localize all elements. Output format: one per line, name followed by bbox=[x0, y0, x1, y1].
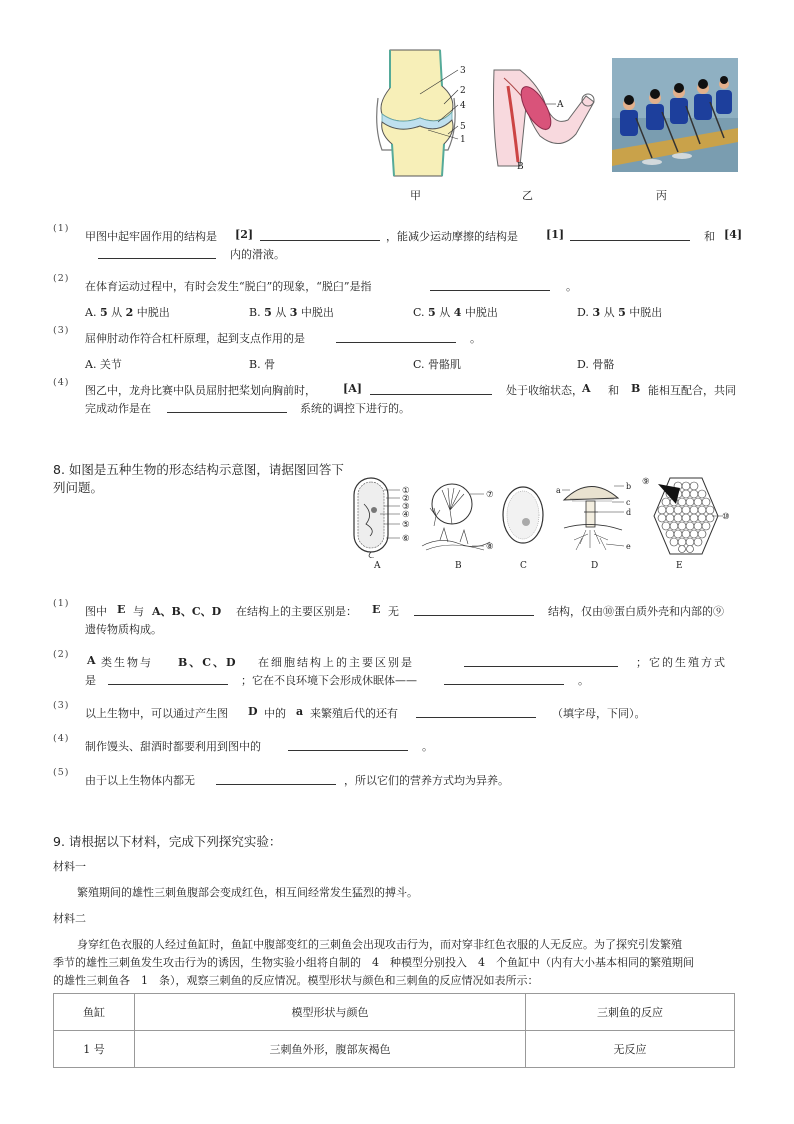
q8-p2-text-c: ；它的生殖方式 bbox=[636, 656, 727, 669]
arm-label-a: A bbox=[557, 100, 564, 110]
q8-p5-blank[interactable] bbox=[216, 784, 336, 785]
knee-number-1: 1 bbox=[460, 135, 466, 145]
q8-p1-abcd: A、B、C、D bbox=[152, 605, 222, 618]
fig-label-d: d bbox=[626, 508, 632, 517]
q8-heading-line1: 8. 如图是五种生物的形态结构示意图，请据图回答下 bbox=[53, 462, 344, 477]
q8-p3-text-a: 以上生物中，可以通过产生图 bbox=[85, 707, 228, 720]
q8-p2-blank-2[interactable] bbox=[108, 684, 228, 685]
q8-p2-blank-3[interactable] bbox=[444, 684, 564, 685]
fig-label-1: ① bbox=[402, 486, 410, 496]
q7-p1-blank-2[interactable] bbox=[570, 240, 690, 241]
caption-yi: 乙 bbox=[522, 189, 533, 202]
table-cell-tank: 1 号 bbox=[54, 1031, 135, 1068]
knee-number-2: 2 bbox=[460, 86, 466, 96]
q9-material-2-line3: 的雄性三刺鱼各 1 条），观察三刺鱼的反应情况。模型形状与颜色和三刺鱼的反应情况如表所示： bbox=[53, 974, 539, 987]
q7-p4-text-b: 处于收缩状态， bbox=[506, 384, 583, 397]
q8-p1-e2: E bbox=[372, 603, 381, 616]
organism-d-mushroom bbox=[556, 476, 636, 556]
q9-material-1-text: 繁殖期间的雄性三刺鱼腹部会变成红色，相互间经常发生猛烈的搏斗。 bbox=[77, 886, 418, 899]
q7-p4-and: 和 bbox=[608, 384, 619, 397]
organism-e-virus bbox=[640, 474, 740, 558]
q7-p2-option-d[interactable]: D. 3 从 5 中脱出 bbox=[577, 306, 663, 319]
fig-label-b: b bbox=[626, 482, 632, 491]
q8-p1-blank[interactable] bbox=[414, 615, 534, 616]
q8-p2-bcd: B、C、D bbox=[178, 656, 238, 669]
q8-p2-line2-c: 。 bbox=[578, 674, 589, 687]
q9-material-2-line1: 身穿红色衣服的人经过鱼缸时，鱼缸中腹部变红的三刺鱼会出现攻击行为，而对穿非红色衣服的人无反应。为了探究引发繁殖 bbox=[77, 938, 682, 951]
q8-p1-text-d: 无 bbox=[388, 605, 399, 618]
q8-p2-number: (2) bbox=[53, 649, 70, 660]
arm-muscle-figure bbox=[490, 66, 600, 172]
q8-p2-text-b: 在细胞结构上的主要区别是 bbox=[258, 656, 414, 669]
q8-p2-line2-a: 是 bbox=[85, 674, 96, 687]
q7-p4-line2-b: 系统的调控下进行的。 bbox=[300, 402, 410, 415]
q8-p1-text-e: 结构，仅由⑩蛋白质外壳和内部的⑨ bbox=[548, 605, 724, 618]
fig-label-9: ⑨ bbox=[642, 477, 650, 487]
q7-p4-blank-2[interactable] bbox=[167, 412, 287, 413]
knee-number-5: 5 bbox=[460, 122, 466, 132]
q8-p2-text-a: 类生物与 bbox=[101, 656, 153, 669]
q8-p2-line2-b: ；它在不良环境下会形成休眠体—— bbox=[241, 674, 417, 687]
q8-p4-blank[interactable] bbox=[288, 750, 408, 751]
q7-p3-option-b[interactable]: B. 骨 bbox=[249, 358, 276, 371]
q8-p4-end: 。 bbox=[422, 740, 433, 753]
q7-p3-number: (3) bbox=[53, 325, 70, 336]
q7-p3-blank[interactable] bbox=[336, 342, 456, 343]
q7-p1-text-c: 和 bbox=[704, 230, 715, 243]
q7-p2-blank[interactable] bbox=[430, 290, 550, 291]
q7-p1-ref-4: [4] bbox=[724, 228, 743, 241]
q7-p1-blank-1[interactable] bbox=[260, 240, 380, 241]
caption-d: D bbox=[591, 561, 599, 571]
q7-p2-option-c[interactable]: C. 5 从 4 中脱出 bbox=[413, 306, 498, 319]
q8-p1-line2: 遗传物质构成。 bbox=[85, 623, 162, 636]
q8-p2-a: A bbox=[87, 654, 96, 667]
q7-p4-a: A bbox=[582, 382, 591, 395]
caption-b: B bbox=[455, 561, 462, 571]
q8-p3-d: D bbox=[248, 705, 258, 718]
q9-material-2-label: 材料二 bbox=[53, 912, 86, 925]
dragon-boat-photo bbox=[612, 58, 738, 172]
table-header-reaction: 三刺鱼的反应 bbox=[526, 994, 735, 1031]
q8-p1-number: (1) bbox=[53, 598, 70, 609]
organism-b-mold bbox=[420, 480, 500, 554]
q7-p4-number: (4) bbox=[53, 377, 70, 388]
q7-p4-ref-a: [A] bbox=[343, 382, 362, 395]
q8-p4-number: (4) bbox=[53, 733, 70, 744]
q8-p3-text-d: （填字母，下同）。 bbox=[552, 707, 646, 720]
q8-p1-text-b: 与 bbox=[133, 605, 144, 618]
q7-p4-line2-a: 完成动作是在 bbox=[85, 402, 151, 415]
table-header-row bbox=[54, 994, 735, 1031]
q7-p2-option-b[interactable]: B. 5 从 3 中脱出 bbox=[249, 306, 334, 319]
q7-p1-text-d: 内的滑液。 bbox=[230, 248, 285, 261]
q7-p1-blank-3[interactable] bbox=[98, 258, 216, 259]
q8-p5-text-a: 由于以上生物体内都无 bbox=[85, 774, 195, 787]
q9-material-2-line2: 季节的雄性三刺鱼发生攻击行为的诱因，生物实验小组将自制的 4 种模型分别投入 4 个鱼缸中（内有大小基本相同的繁殖期间 bbox=[53, 956, 694, 969]
knee-number-4: 4 bbox=[460, 101, 466, 111]
fig-label-3: ③ bbox=[402, 502, 410, 512]
q7-p1-number: (1) bbox=[53, 223, 70, 234]
q8-heading-line2: 列问题。 bbox=[53, 480, 104, 495]
q8-p3-blank[interactable] bbox=[416, 717, 536, 718]
knee-number-3: 3 bbox=[460, 66, 466, 76]
q7-p2-option-a[interactable]: A. 5 从 2 中脱出 bbox=[85, 306, 170, 319]
table-row bbox=[54, 1031, 735, 1068]
q8-p3-a: a bbox=[296, 705, 304, 718]
q9-heading: 9. 请根据以下材料，完成下列探究实验： bbox=[53, 834, 282, 849]
table-cell-reaction: 无反应 bbox=[526, 1031, 735, 1068]
q8-p1-text-a: 图中 bbox=[85, 605, 107, 618]
q7-p4-text-a: 图乙中，龙舟比赛中队员屈肘把桨划向胸前时， bbox=[85, 384, 316, 397]
q8-p5-text-b: ，所以它们的营养方式均为异养。 bbox=[344, 774, 509, 787]
fig-label-7: ⑦ bbox=[486, 490, 494, 500]
table-header-model: 模型形状与颜色 bbox=[135, 994, 526, 1031]
q7-p1-ref-2: [2] bbox=[235, 228, 254, 241]
organism-c-yeast bbox=[498, 482, 548, 548]
q8-p5-number: (5) bbox=[53, 767, 70, 778]
q8-p4-text-a: 制作馒头、甜酒时都要利用到图中的 bbox=[85, 740, 261, 753]
table-cell-model: 三刺鱼外形，腹部灰褐色 bbox=[135, 1031, 526, 1068]
q7-p4-blank-1[interactable] bbox=[370, 394, 492, 395]
organism-a-bacterium bbox=[344, 474, 424, 558]
q7-p3-option-c[interactable]: C. 骨骼肌 bbox=[413, 358, 462, 371]
q7-p4-text-c: 能相互配合，共同 bbox=[648, 384, 736, 397]
fig-label-6: ⑥ bbox=[402, 534, 410, 544]
q7-p2-end: 。 bbox=[566, 280, 577, 293]
q8-p3-number: (3) bbox=[53, 700, 70, 711]
q8-p1-text-c: 在结构上的主要区别是： bbox=[236, 605, 357, 618]
caption-jia: 甲 bbox=[410, 189, 421, 202]
q7-p3-text: 屈伸肘动作符合杠杆原理，起到支点作用的是 bbox=[85, 332, 305, 345]
fig-label-8: ⑧ bbox=[486, 542, 494, 552]
fig-label-10: ⑩ bbox=[722, 512, 730, 522]
fig-label-2: ② bbox=[402, 494, 410, 504]
q9-material-1-label: 材料一 bbox=[53, 860, 86, 873]
caption-e: E bbox=[676, 561, 683, 571]
q7-p1-text-a: 甲图中起牢固作用的结构是 bbox=[85, 230, 217, 243]
table-header-tank: 鱼缸 bbox=[54, 994, 135, 1031]
fig-label-c: c bbox=[626, 498, 631, 507]
q7-p1-ref-1: [1] bbox=[546, 228, 565, 241]
caption-c: C bbox=[520, 561, 527, 571]
q7-p3-end: 。 bbox=[470, 332, 481, 345]
q8-p1-e: E bbox=[117, 603, 126, 616]
q8-p3-text-c: 来繁殖后代的还有 bbox=[310, 707, 398, 720]
q9-results-table bbox=[53, 993, 735, 1068]
arm-label-b: B bbox=[517, 162, 524, 172]
fig-label-e: e bbox=[626, 542, 631, 551]
caption-a: A bbox=[374, 561, 381, 571]
fig-label-5: ⑤ bbox=[402, 520, 410, 530]
knee-joint-figure bbox=[368, 48, 478, 178]
q7-p2-number: (2) bbox=[53, 273, 70, 284]
q8-p3-text-b: 中的 bbox=[264, 707, 286, 720]
q7-p3-option-d[interactable]: D. 骨骼 bbox=[577, 358, 615, 371]
q8-p2-blank-1[interactable] bbox=[464, 666, 618, 667]
fig-label-a-spore: a bbox=[556, 486, 561, 495]
q7-p3-option-a[interactable]: A. 关节 bbox=[85, 358, 122, 371]
fig-label-4: ④ bbox=[402, 510, 410, 520]
q7-p1-text-b: ，能减少运动摩擦的结构是 bbox=[386, 230, 518, 243]
q7-p2-text: 在体育运动过程中，有时会发生“脱臼”的现象，“脱臼”是指 bbox=[85, 280, 372, 293]
caption-bing: 丙 bbox=[656, 189, 667, 202]
q7-p4-b: B bbox=[631, 382, 641, 395]
